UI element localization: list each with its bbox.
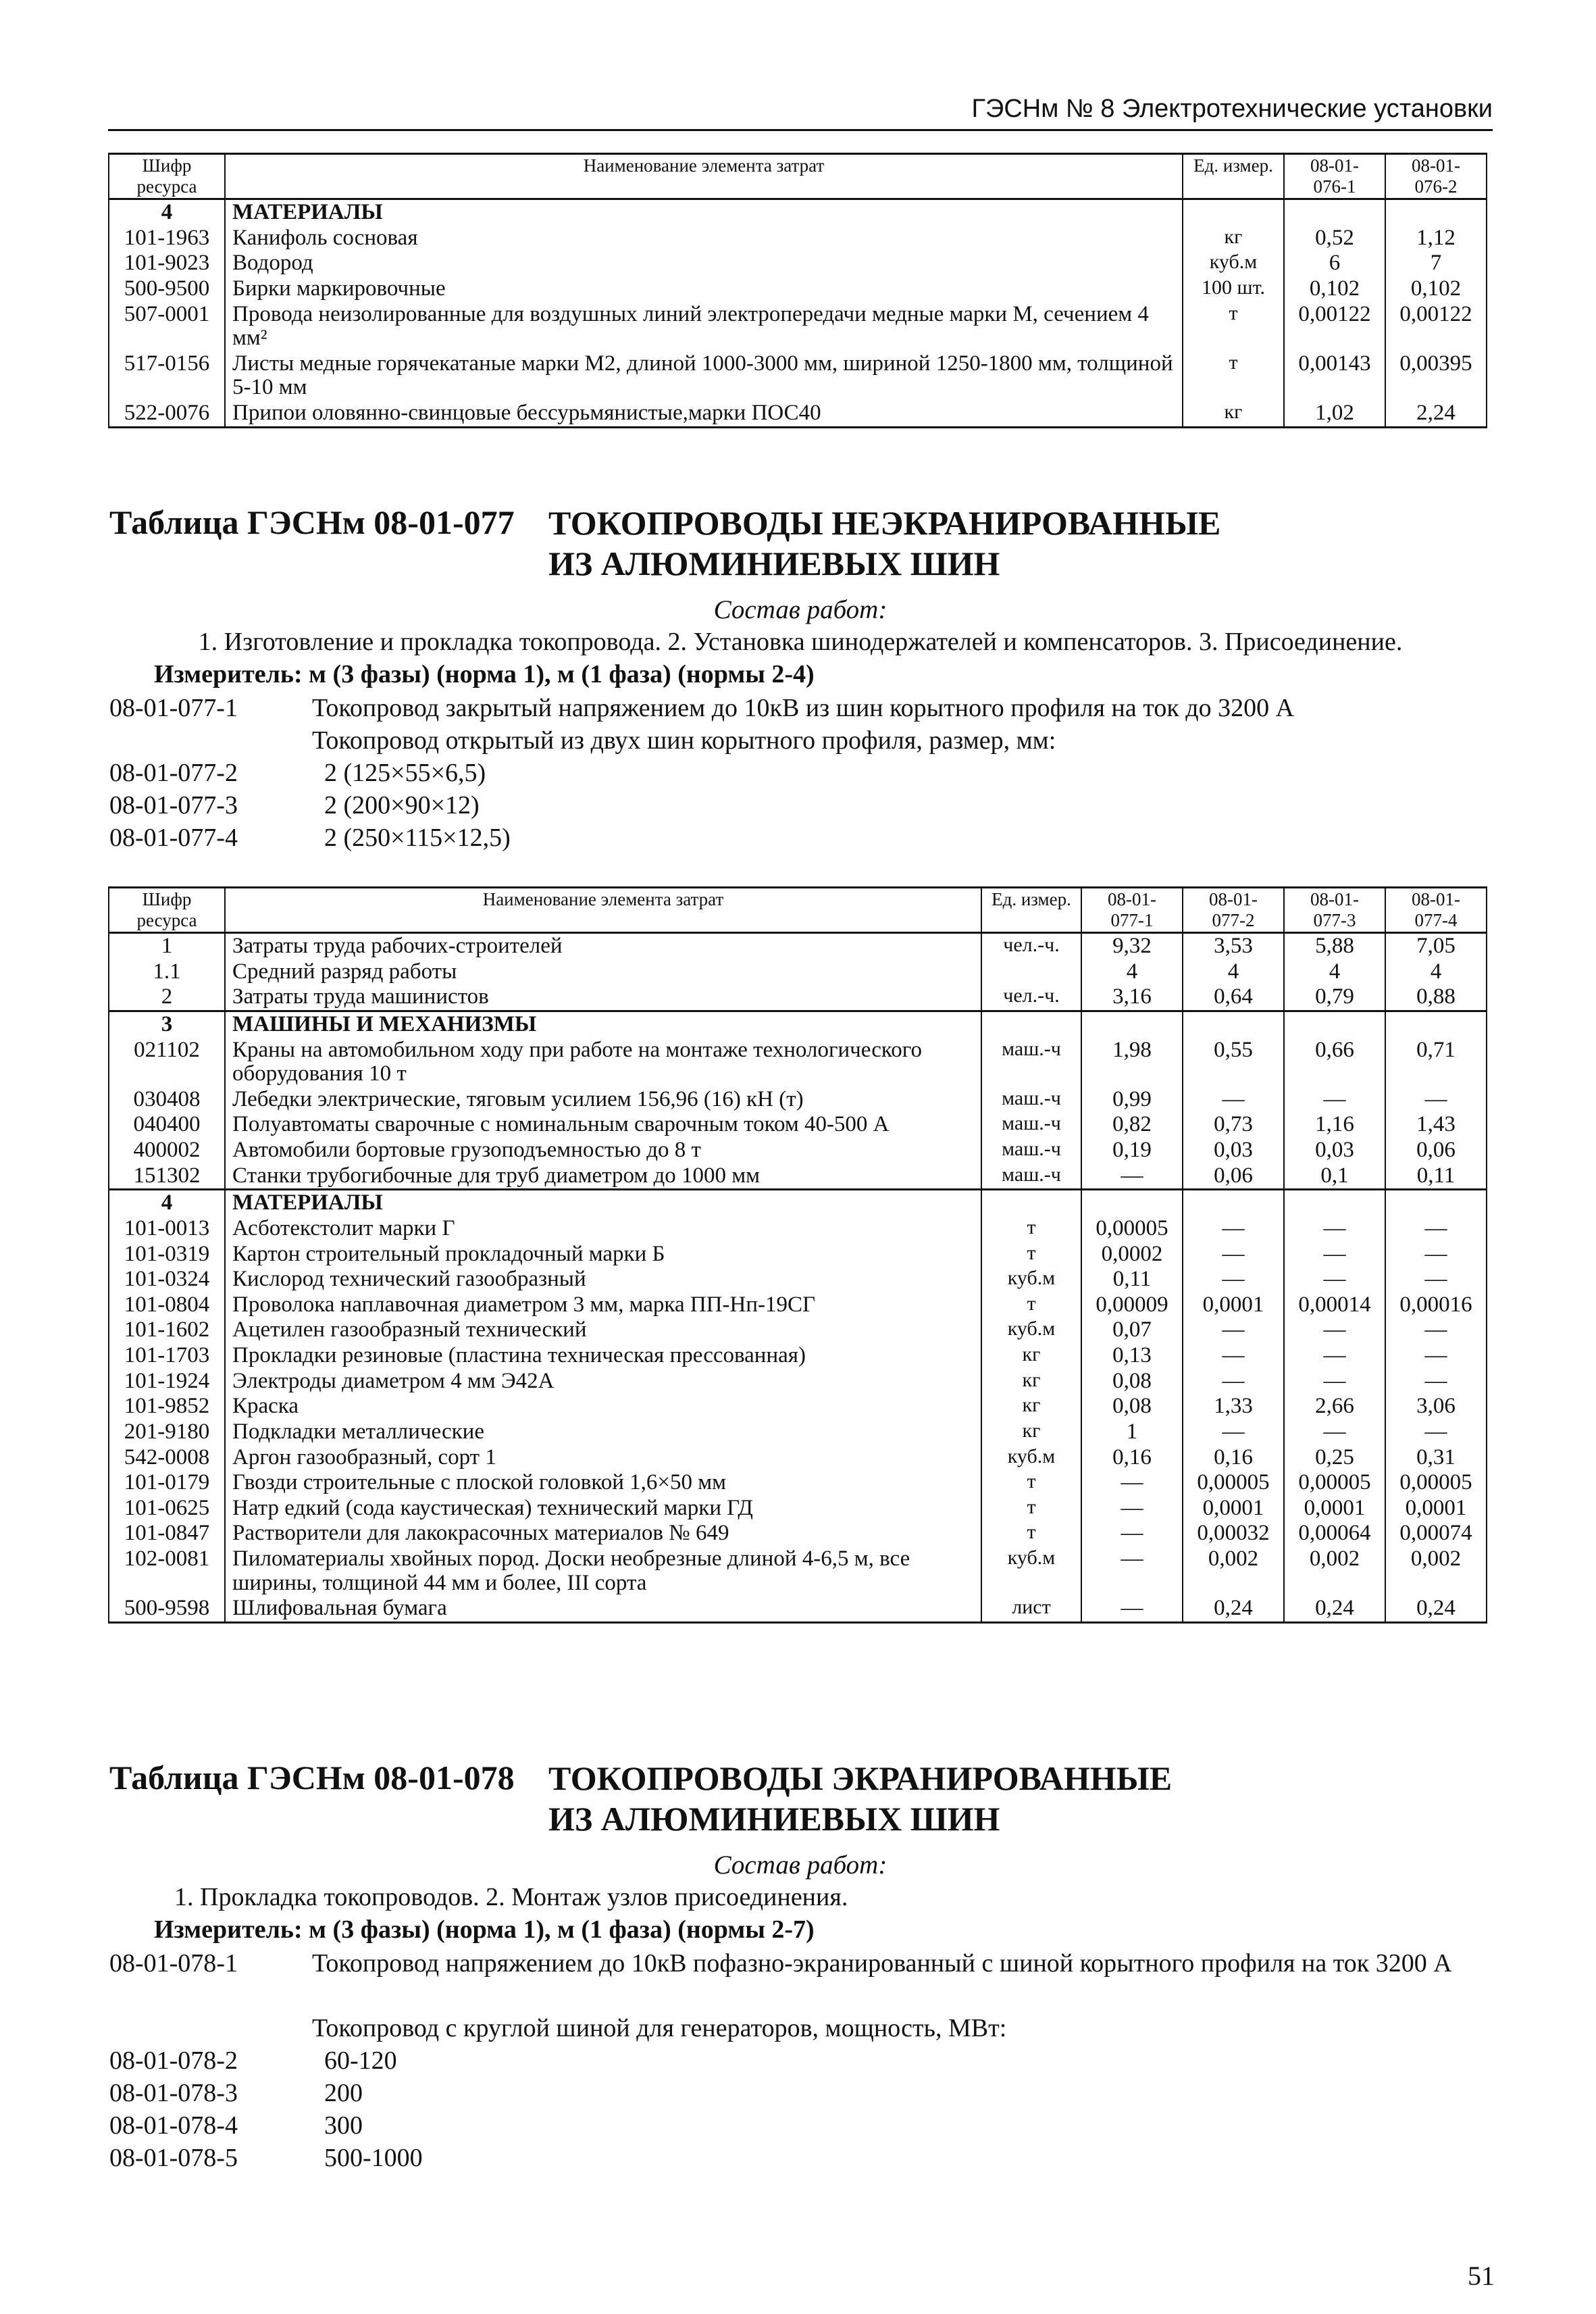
table-077-meter: Измеритель: м (3 фазы) (норма 1), м (1 фаза) (нормы 2-4) (154, 660, 815, 688)
value-cell: — (1081, 1470, 1183, 1496)
table-row (109, 276, 1487, 302)
code-cell: 101-0625 (109, 1496, 225, 1521)
unit-cell: куб.м (981, 1267, 1081, 1292)
value-cell (1183, 1011, 1284, 1037)
table-08-01-076 (108, 153, 1487, 428)
unit-cell: куб.м (1183, 251, 1284, 276)
table-077-works: 1. Изготовление и прокладка токопровода. 2. Установка шинодержателей и компенсаторов. 3. Присоединение. (198, 628, 1403, 656)
value-cell (1284, 1190, 1385, 1216)
col-header-norm: 08-01- 076-1 (1284, 154, 1385, 199)
value-cell: 3,16 (1081, 984, 1183, 1011)
value-cell: 0,00143 (1284, 351, 1385, 401)
value-cell: 0,00064 (1284, 1521, 1385, 1546)
norm-row: 08-01-078-2 60-120 (109, 2046, 397, 2075)
value-cell: 0,00016 (1385, 1292, 1487, 1318)
value-cell (1081, 1190, 1183, 1216)
value-cell: — (1081, 1596, 1183, 1622)
code-cell: 4 (109, 1190, 225, 1216)
col-header-unit: Ед. измер. (981, 888, 1081, 933)
value-cell: 0,24 (1284, 1596, 1385, 1622)
name-cell: Кислород технический газообразный (225, 1267, 981, 1292)
name-cell: Краны на автомобильном ходу при работе на монтаже технологического оборудования 10 т (225, 1038, 981, 1087)
code-cell: 4 (109, 199, 225, 226)
table-row (109, 984, 1487, 1011)
table-row (109, 1138, 1487, 1163)
norm-row: 08-01-078-5 500-1000 (109, 2144, 423, 2172)
name-cell: Лебедки электрические, тяговым усилием 156,96 (16) кН (т) (225, 1087, 981, 1113)
table-row (109, 1470, 1487, 1496)
table-row (109, 1596, 1487, 1622)
value-cell: — (1385, 1242, 1487, 1267)
unit-cell: маш.-ч (981, 1163, 1081, 1190)
value-cell: — (1183, 1216, 1284, 1242)
code-cell: 101-1602 (109, 1317, 225, 1343)
unit-cell: кг (981, 1343, 1081, 1369)
table-077-norm-list (109, 692, 1514, 854)
value-cell: — (1081, 1163, 1183, 1190)
value-cell: — (1284, 1087, 1385, 1113)
value-cell: 0,08 (1081, 1394, 1183, 1419)
code-cell: 522-0076 (109, 401, 225, 427)
value-cell: 0,102 (1385, 276, 1487, 302)
value-cell: 0,71 (1385, 1038, 1487, 1087)
name-cell: Шлифовальная бумага (225, 1596, 981, 1622)
value-cell (1081, 1011, 1183, 1037)
value-cell: 0,13 (1081, 1343, 1183, 1369)
unit-cell (981, 959, 1081, 985)
value-cell: — (1081, 1546, 1183, 1596)
name-cell: Канифоль сосновая (225, 226, 1183, 251)
value-cell: — (1284, 1317, 1385, 1343)
table-row (109, 1343, 1487, 1369)
value-cell: — (1385, 1369, 1487, 1394)
value-cell: 1,02 (1284, 401, 1385, 427)
code-cell: 1 (109, 933, 225, 959)
value-cell: 6 (1284, 251, 1385, 276)
unit-cell (981, 1190, 1081, 1216)
value-cell: 0,64 (1183, 984, 1284, 1011)
value-cell: 0,00074 (1385, 1521, 1487, 1546)
unit-cell (981, 1011, 1081, 1037)
value-cell: — (1385, 1216, 1487, 1242)
col-header-name: Наименование элемента затрат (225, 888, 981, 933)
table-row (109, 302, 1487, 351)
col-header-norm: 08-01- 077-1 (1081, 888, 1183, 933)
value-cell: 0,0001 (1385, 1496, 1487, 1521)
name-cell: Затраты труда машинистов (225, 984, 981, 1011)
value-cell: 1,43 (1385, 1112, 1487, 1138)
unit-cell: т (981, 1242, 1081, 1267)
value-cell: 0,06 (1385, 1138, 1487, 1163)
value-cell (1284, 1011, 1385, 1037)
value-cell: 1,98 (1081, 1038, 1183, 1087)
value-cell: — (1183, 1343, 1284, 1369)
code-cell: 101-9852 (109, 1394, 225, 1419)
value-cell: — (1183, 1087, 1284, 1113)
table-078-meter: Измеритель: м (3 фазы) (норма 1), м (1 фаза) (нормы 2-7) (154, 1915, 815, 1944)
name-cell: Прокладки резиновые (пластина техническая прессованная) (225, 1343, 981, 1369)
table-078-heading (109, 1758, 1487, 1846)
table-08-01-077 (108, 886, 1487, 1624)
name-cell: Водород (225, 251, 1183, 276)
value-cell: 0,00009 (1081, 1292, 1183, 1318)
value-cell: 0,79 (1284, 984, 1385, 1011)
name-cell: Гвозди строительные с плоской головкой 1,6×50 мм (225, 1470, 981, 1496)
page-number: 51 (1468, 2261, 1495, 2291)
value-cell: 0,0001 (1183, 1496, 1284, 1521)
name-cell: Подкладки металлические (225, 1419, 981, 1445)
unit-cell: маш.-ч (981, 1112, 1081, 1138)
table-row (109, 226, 1487, 251)
value-cell: 0,73 (1183, 1112, 1284, 1138)
table-row (109, 1087, 1487, 1113)
norm-row: Токопровод открытый из двух шин корытного профиля, размер, мм: (312, 726, 1056, 755)
unit-cell: кг (1183, 226, 1284, 251)
table-row (109, 959, 1487, 985)
value-cell: 1,12 (1385, 226, 1487, 251)
col-header-norm: 08-01- 077-2 (1183, 888, 1284, 933)
unit-cell: кг (1183, 401, 1284, 427)
value-cell: — (1183, 1317, 1284, 1343)
col-header-code: Шифр ресурса (109, 888, 225, 933)
value-cell: 0,16 (1183, 1445, 1284, 1471)
value-cell: 0,08 (1081, 1369, 1183, 1394)
code-cell: 021102 (109, 1038, 225, 1087)
value-cell: — (1081, 1496, 1183, 1521)
table-row (109, 1521, 1487, 1546)
table-row (109, 1292, 1487, 1318)
norm-row: 08-01-077-2 2 (125×55×6,5) (109, 759, 486, 787)
unit-cell: т (1183, 302, 1284, 351)
table-078-label: Таблица ГЭСНм 08-01-078 (109, 1759, 515, 1796)
code-cell: 102-0081 (109, 1546, 225, 1596)
col-header-norm: 08-01- 077-3 (1284, 888, 1385, 933)
name-cell: Станки трубогибочные для труб диаметром до 1000 мм (225, 1163, 981, 1190)
table-row (109, 1394, 1487, 1419)
unit-cell (1183, 199, 1284, 226)
unit-cell: кг (981, 1369, 1081, 1394)
name-cell: Полуавтоматы сварочные с номинальным сварочным током 40-500 А (225, 1112, 981, 1138)
name-cell: Автомобили бортовые грузоподъемностью до 8 т (225, 1138, 981, 1163)
code-cell: 101-0324 (109, 1267, 225, 1292)
table-077-label: Таблица ГЭСНм 08-01-077 (109, 503, 515, 541)
table-row (109, 1546, 1487, 1596)
value-cell (1385, 1190, 1487, 1216)
table-row (109, 933, 1487, 959)
code-cell: 542-0008 (109, 1445, 225, 1471)
value-cell: 0,00122 (1284, 302, 1385, 351)
value-cell: 0,00014 (1284, 1292, 1385, 1318)
name-cell: Асботекстолит марки Г (225, 1216, 981, 1242)
value-cell: 0,52 (1284, 226, 1385, 251)
value-cell: 0,00005 (1183, 1470, 1284, 1496)
unit-cell: чел.-ч. (981, 984, 1081, 1011)
code-cell: 101-0847 (109, 1521, 225, 1546)
table-077-sostav-label: Состав работ: (713, 595, 887, 624)
name-cell: Электроды диаметром 4 мм Э42А (225, 1369, 981, 1394)
code-cell: 040400 (109, 1112, 225, 1138)
table-077-title: ТОКОПРОВОДЫ НЕЭКРАНИРОВАННЫЕ ИЗ АЛЮМИНИЕВЫХ ШИН (548, 504, 1221, 582)
value-cell: 0,11 (1385, 1163, 1487, 1190)
value-cell: 0,24 (1183, 1596, 1284, 1622)
name-cell: Средний разряд работы (225, 959, 981, 985)
value-cell: 7 (1385, 251, 1487, 276)
value-cell: — (1284, 1216, 1385, 1242)
name-cell: Краска (225, 1394, 981, 1419)
name-cell: Аргон газообразный, сорт 1 (225, 1445, 981, 1471)
value-cell: 0,0002 (1081, 1242, 1183, 1267)
unit-cell: т (1183, 351, 1284, 401)
value-cell: 0,31 (1385, 1445, 1487, 1471)
unit-cell: куб.м (981, 1317, 1081, 1343)
table-row (109, 1112, 1487, 1138)
value-cell (1284, 199, 1385, 226)
code-cell: 101-1963 (109, 226, 225, 251)
value-cell (1385, 199, 1487, 226)
code-cell: 517-0156 (109, 351, 225, 401)
unit-cell: маш.-ч (981, 1087, 1081, 1113)
value-cell: 0,99 (1081, 1087, 1183, 1113)
value-cell: — (1183, 1419, 1284, 1445)
value-cell: — (1183, 1267, 1284, 1292)
value-cell: — (1385, 1419, 1487, 1445)
code-cell: 3 (109, 1011, 225, 1037)
section-row (109, 199, 1487, 226)
norm-row: 08-01-078-1 Токопровод напряжением до 10кВ пофазно-экранированный с шиной корытного профиля на ток 3200 А (109, 1949, 1452, 1978)
value-cell: 0,66 (1284, 1038, 1385, 1087)
unit-cell: лист (981, 1596, 1081, 1622)
value-cell: 1,33 (1183, 1394, 1284, 1419)
value-cell: — (1284, 1242, 1385, 1267)
name-cell: Бирки маркировочные (225, 276, 1183, 302)
value-cell: — (1284, 1419, 1385, 1445)
table-077-heading (109, 503, 1487, 590)
code-cell: 201-9180 (109, 1419, 225, 1445)
value-cell: 7,05 (1385, 933, 1487, 959)
table-row (109, 1216, 1487, 1242)
name-cell: Затраты труда рабочих-строителей (225, 933, 981, 959)
value-cell: — (1385, 1267, 1487, 1292)
unit-cell: 100 шт. (1183, 276, 1284, 302)
col-header-unit: Ед. измер. (1183, 154, 1284, 199)
name-cell: Пиломатериалы хвойных пород. Доски необрезные длиной 4-6,5 м, все ширины, толщиной 44 мм и более, III сорта (225, 1546, 981, 1596)
table-row (109, 1267, 1487, 1292)
code-cell: 101-9023 (109, 251, 225, 276)
value-cell: 0,002 (1385, 1546, 1487, 1596)
name-cell: Припои оловянно-свинцовые бессурьмянистые,марки ПОС40 (225, 401, 1183, 427)
code-cell: 101-0179 (109, 1470, 225, 1496)
table-row (109, 1419, 1487, 1445)
norm-row: 08-01-077-3 2 (200×90×12) (109, 791, 480, 820)
value-cell: — (1081, 1521, 1183, 1546)
table-row (109, 1038, 1487, 1087)
running-header: ГЭСНм № 8 Электротехнические установки (108, 95, 1493, 131)
name-cell: Провода неизолированные для воздушных линий электропередачи медные марки М, сечением 4 мм² (225, 302, 1183, 351)
value-cell: 3,06 (1385, 1394, 1487, 1419)
value-cell (1385, 1011, 1487, 1037)
norm-row: 08-01-077-4 2 (250×115×12,5) (109, 824, 511, 852)
value-cell: 0,55 (1183, 1038, 1284, 1087)
code-cell: 507-0001 (109, 302, 225, 351)
value-cell: 0,16 (1081, 1445, 1183, 1471)
table-row (109, 251, 1487, 276)
value-cell: 0,06 (1183, 1163, 1284, 1190)
value-cell: 0,00005 (1081, 1216, 1183, 1242)
unit-cell: кг (981, 1394, 1081, 1419)
code-cell: 400002 (109, 1138, 225, 1163)
value-cell: 0,07 (1081, 1317, 1183, 1343)
table-row (109, 1317, 1487, 1343)
value-cell: 2,24 (1385, 401, 1487, 427)
table-row (109, 401, 1487, 427)
value-cell: 4 (1284, 959, 1385, 985)
value-cell: — (1284, 1267, 1385, 1292)
norm-row: Токопровод с круглой шиной для генераторов, мощность, МВт: (312, 2014, 1007, 2042)
table-078-works: 1. Прокладка токопроводов. 2. Монтаж узлов присоединения. (174, 1883, 848, 1911)
unit-cell: куб.м (981, 1546, 1081, 1596)
unit-cell: т (981, 1496, 1081, 1521)
name-cell: Картон строительный прокладочный марки Б (225, 1242, 981, 1267)
value-cell: 0,03 (1284, 1138, 1385, 1163)
code-cell: 101-1924 (109, 1369, 225, 1394)
value-cell: — (1183, 1242, 1284, 1267)
unit-cell: т (981, 1216, 1081, 1242)
name-cell: МАТЕРИАЛЫ (225, 199, 1183, 226)
name-cell: МАШИНЫ И МЕХАНИЗМЫ (225, 1011, 981, 1037)
code-cell: 101-0013 (109, 1216, 225, 1242)
value-cell: — (1183, 1369, 1284, 1394)
code-cell: 500-9500 (109, 276, 225, 302)
value-cell: 0,00395 (1385, 351, 1487, 401)
norm-row: 08-01-078-3 200 (109, 2079, 363, 2107)
value-cell: 0,00032 (1183, 1521, 1284, 1546)
name-cell: Ацетилен газообразный технический (225, 1317, 981, 1343)
value-cell: 0,0001 (1284, 1496, 1385, 1521)
table-078-norm-list (109, 1947, 1514, 2174)
value-cell: 0,00005 (1284, 1470, 1385, 1496)
value-cell: 0,102 (1284, 276, 1385, 302)
value-cell: 1,16 (1284, 1112, 1385, 1138)
col-header-norm: 08-01- 077-4 (1385, 888, 1487, 933)
value-cell: 4 (1385, 959, 1487, 985)
table-row (109, 1445, 1487, 1471)
table-row (109, 1163, 1487, 1190)
value-cell: — (1385, 1343, 1487, 1369)
table-row (109, 351, 1487, 401)
value-cell: — (1385, 1317, 1487, 1343)
code-cell: 151302 (109, 1163, 225, 1190)
code-cell: 030408 (109, 1087, 225, 1113)
value-cell: 0,11 (1081, 1267, 1183, 1292)
value-cell: — (1385, 1087, 1487, 1113)
name-cell: Проволока наплавочная диаметром 3 мм, марка ПП-Нп-19СГ (225, 1292, 981, 1318)
value-cell: 1 (1081, 1419, 1183, 1445)
value-cell: 0,03 (1183, 1138, 1284, 1163)
table-row (109, 1496, 1487, 1521)
col-header-name: Наименование элемента затрат (225, 154, 1183, 199)
unit-cell: маш.-ч (981, 1138, 1081, 1163)
section-row (109, 1190, 1487, 1216)
value-cell: 3,53 (1183, 933, 1284, 959)
value-cell: 4 (1183, 959, 1284, 985)
code-cell: 101-0319 (109, 1242, 225, 1267)
value-cell: 9,32 (1081, 933, 1183, 959)
table-row (109, 1369, 1487, 1394)
col-header-code: Шифр ресурса (109, 154, 225, 199)
unit-cell: т (981, 1470, 1081, 1496)
value-cell (1183, 1190, 1284, 1216)
value-cell: 0,25 (1284, 1445, 1385, 1471)
name-cell: Растворители для лакокрасочных материалов № 649 (225, 1521, 981, 1546)
value-cell: 5,88 (1284, 933, 1385, 959)
name-cell: Листы медные горячекатаные марки М2, длиной 1000-3000 мм, шириной 1250-1800 мм, толщиной 5-10 мм (225, 351, 1183, 401)
value-cell: 0,002 (1183, 1546, 1284, 1596)
table-078-sostav-label: Состав работ: (713, 1851, 887, 1880)
value-cell: 0,0001 (1183, 1292, 1284, 1318)
table-row (109, 1242, 1487, 1267)
code-cell: 101-0804 (109, 1292, 225, 1318)
unit-cell: чел.-ч. (981, 933, 1081, 959)
value-cell: 0,19 (1081, 1138, 1183, 1163)
value-cell: — (1284, 1369, 1385, 1394)
table-078-title: ТОКОПРОВОДЫ ЭКРАНИРОВАННЫЕ ИЗ АЛЮМИНИЕВЫХ ШИН (548, 1759, 1173, 1838)
norm-row: 08-01-077-1 Токопровод закрытый напряжением до 10кВ из шин корытного профиля на ток до 3200 А (109, 694, 1295, 722)
value-cell: 2,66 (1284, 1394, 1385, 1419)
value-cell: 0,1 (1284, 1163, 1385, 1190)
value-cell: 0,82 (1081, 1112, 1183, 1138)
col-header-norm: 08-01- 076-2 (1385, 154, 1487, 199)
unit-cell: маш.-ч (981, 1038, 1081, 1087)
unit-cell: кг (981, 1419, 1081, 1445)
norm-row: 08-01-078-4 300 (109, 2111, 363, 2140)
unit-cell: т (981, 1292, 1081, 1318)
code-cell: 500-9598 (109, 1596, 225, 1622)
unit-cell: т (981, 1521, 1081, 1546)
code-cell: 1.1 (109, 959, 225, 985)
value-cell: 0,00122 (1385, 302, 1487, 351)
code-cell: 101-1703 (109, 1343, 225, 1369)
name-cell: МАТЕРИАЛЫ (225, 1190, 981, 1216)
value-cell: 0,00005 (1385, 1470, 1487, 1496)
code-cell: 2 (109, 984, 225, 1011)
value-cell: 0,24 (1385, 1596, 1487, 1622)
unit-cell: куб.м (981, 1445, 1081, 1471)
section-row (109, 1011, 1487, 1037)
value-cell: 0,002 (1284, 1546, 1385, 1596)
value-cell: 0,88 (1385, 984, 1487, 1011)
value-cell: 4 (1081, 959, 1183, 985)
value-cell: — (1284, 1343, 1385, 1369)
name-cell: Натр едкий (сода каустическая) технический марки ГД (225, 1496, 981, 1521)
